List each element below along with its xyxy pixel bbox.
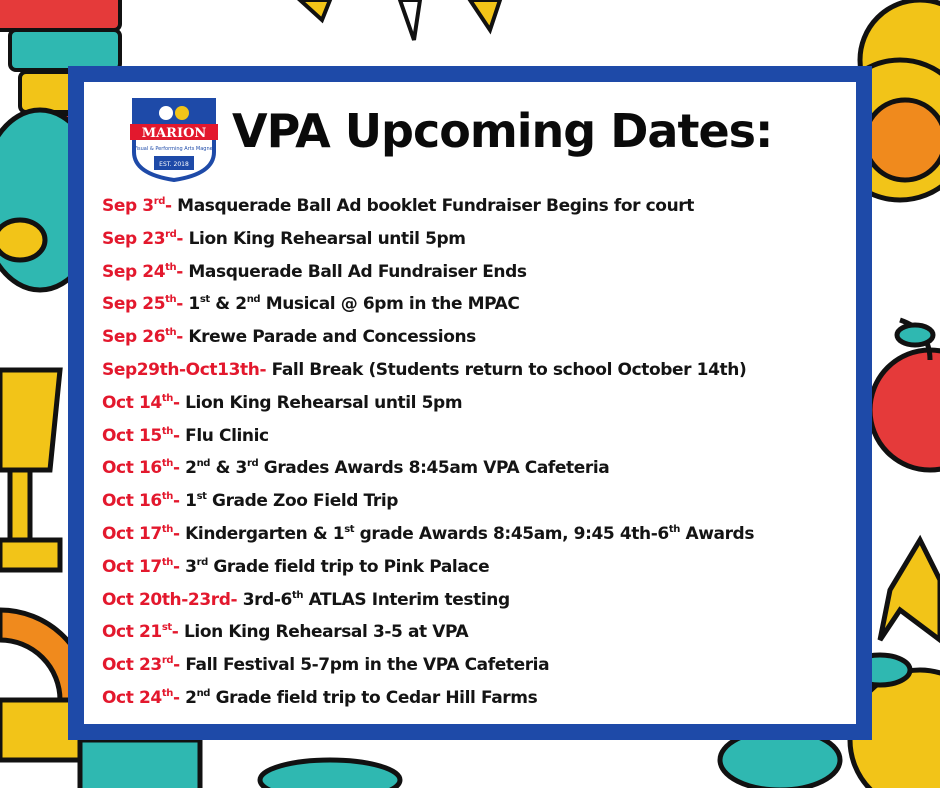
star-icon (880, 540, 940, 640)
event-description: 2 (179, 687, 197, 708)
event-dash: - (172, 491, 180, 512)
event-date: Sep 25 (102, 294, 166, 315)
event-ordinal-suffix: nd (246, 294, 261, 306)
page-title: VPA Upcoming Dates: (232, 104, 773, 158)
event-dash: - (173, 655, 180, 676)
event-date: Sep 24 (102, 261, 166, 282)
event-dash: - (176, 294, 183, 315)
event-item (102, 616, 862, 649)
event-description: Awards (679, 523, 755, 544)
event-description: ATLAS Interim testing (303, 589, 510, 610)
event-date-suffix: th (161, 425, 173, 437)
event-dash: - (172, 687, 180, 708)
event-ordinal-suffix: st (199, 294, 210, 306)
event-dash: - (176, 261, 183, 282)
event-ordinal-suffix: th (668, 523, 680, 535)
event-description: Masquerade Ball Ad Fundraiser Ends (182, 261, 527, 282)
event-dash: - (165, 196, 172, 216)
event-description: Lion King Rehearsal until 5pm (179, 392, 463, 413)
card-header (114, 90, 854, 182)
event-dash: - (176, 327, 183, 348)
event-description: 1 (179, 491, 197, 512)
event-item (102, 551, 862, 584)
pencil-icon (300, 0, 500, 40)
event-date: Oct 17 (102, 523, 162, 544)
event-date-suffix: th (161, 556, 173, 568)
event-date-suffix: th (161, 523, 173, 535)
event-date: Oct 15 (102, 425, 162, 446)
event-description: 3 (179, 556, 197, 577)
event-date: Oct 23 (102, 655, 162, 676)
event-date: Oct 20th-23rd (102, 589, 231, 610)
event-description: Lion King Rehearsal until 5pm (183, 228, 466, 249)
event-dash: - (172, 458, 180, 479)
event-date-suffix: st (161, 622, 172, 634)
event-description: Flu Clinic (179, 425, 269, 446)
logo-est: EST. 2018 (159, 161, 189, 168)
event-date: Oct 16 (102, 458, 162, 479)
trophy-icon (0, 370, 60, 570)
event-dash: - (171, 622, 179, 643)
event-date-suffix: th (161, 491, 173, 503)
event-description: Fall Break (Students return to school October 14th) (266, 359, 747, 380)
event-date: Sep 26 (102, 327, 166, 348)
event-ordinal-suffix: rd (196, 556, 208, 568)
event-description: Grade field trip to Pink Palace (207, 556, 490, 577)
event-description: Fall Festival 5-7pm in the VPA Cafeteria (179, 655, 550, 676)
event-item (102, 584, 862, 617)
event-date-suffix: rd (153, 196, 165, 207)
event-ordinal-suffix: th (291, 589, 304, 601)
event-date-suffix: th (165, 294, 177, 306)
event-dash: - (172, 556, 180, 577)
event-date-suffix: th (165, 327, 177, 339)
event-ordinal-suffix: nd (196, 687, 211, 699)
event-date-suffix: th (165, 261, 177, 273)
event-date: Oct 16 (102, 491, 162, 512)
logo-subtitle: Visual & Performing Arts Magnet (133, 146, 215, 152)
event-ordinal-suffix: st (344, 523, 355, 535)
event-description: Kindergarten & 1 (179, 523, 345, 544)
event-item (102, 649, 862, 682)
event-dash: - (176, 228, 184, 249)
event-dash: - (259, 359, 267, 380)
event-dash: - (172, 523, 180, 544)
event-date: Oct 14 (102, 392, 162, 413)
event-date: Oct 24 (102, 687, 162, 708)
event-date-suffix: th (161, 392, 173, 404)
event-date-suffix: rd (165, 228, 177, 240)
event-item (102, 256, 862, 289)
event-item (102, 452, 862, 485)
event-description: grade Awards 8:45am, 9:45 4th-6 (354, 523, 669, 544)
event-description: Grade Zoo Field Trip (206, 491, 399, 512)
event-item (102, 288, 862, 321)
event-description: Lion King Rehearsal 3-5 at VPA (178, 622, 469, 643)
event-description: Masquerade Ball Ad booklet Fundraiser Begins for court (171, 196, 694, 216)
event-item (102, 223, 862, 256)
event-item (102, 190, 862, 223)
event-date-suffix: th (161, 687, 173, 699)
event-date-suffix: th (161, 458, 173, 470)
event-item (102, 387, 862, 420)
event-item (102, 682, 862, 715)
event-dash: - (172, 392, 180, 413)
event-date: Oct 21 (102, 622, 162, 643)
event-date: Sep29th-Oct13th (102, 359, 260, 380)
event-description: Grade field trip to Cedar Hill Farms (210, 687, 538, 708)
event-dash: - (230, 589, 238, 610)
event-description: 1 (182, 294, 200, 315)
event-date: Sep 3 (102, 196, 154, 216)
event-description: Grades Awards 8:45am VPA Cafeteria (258, 458, 610, 479)
event-item (102, 518, 862, 551)
event-date: Sep 23 (102, 228, 166, 249)
apple-icon (870, 320, 940, 470)
events-list (102, 190, 862, 715)
event-item (102, 321, 862, 354)
event-date-suffix: rd (161, 655, 174, 667)
event-item (102, 354, 862, 387)
event-ordinal-suffix: rd (246, 458, 259, 470)
event-dash: - (172, 425, 180, 446)
marion-logo (126, 96, 222, 182)
event-date: Oct 17 (102, 556, 162, 577)
event-item (102, 420, 862, 453)
event-description: & 2 (209, 294, 247, 315)
event-description: Musical @ 6pm in the MPAC (260, 294, 520, 315)
event-description: Krewe Parade and Concessions (182, 327, 476, 348)
event-description: & 3 (210, 458, 247, 479)
logo-name: MARION (141, 126, 207, 141)
event-ordinal-suffix: nd (196, 458, 211, 470)
event-description: 2 (179, 458, 197, 479)
event-description: 3rd-6 (237, 589, 292, 610)
event-ordinal-suffix: st (196, 491, 207, 503)
dates-card (68, 66, 872, 740)
event-item (102, 485, 862, 518)
